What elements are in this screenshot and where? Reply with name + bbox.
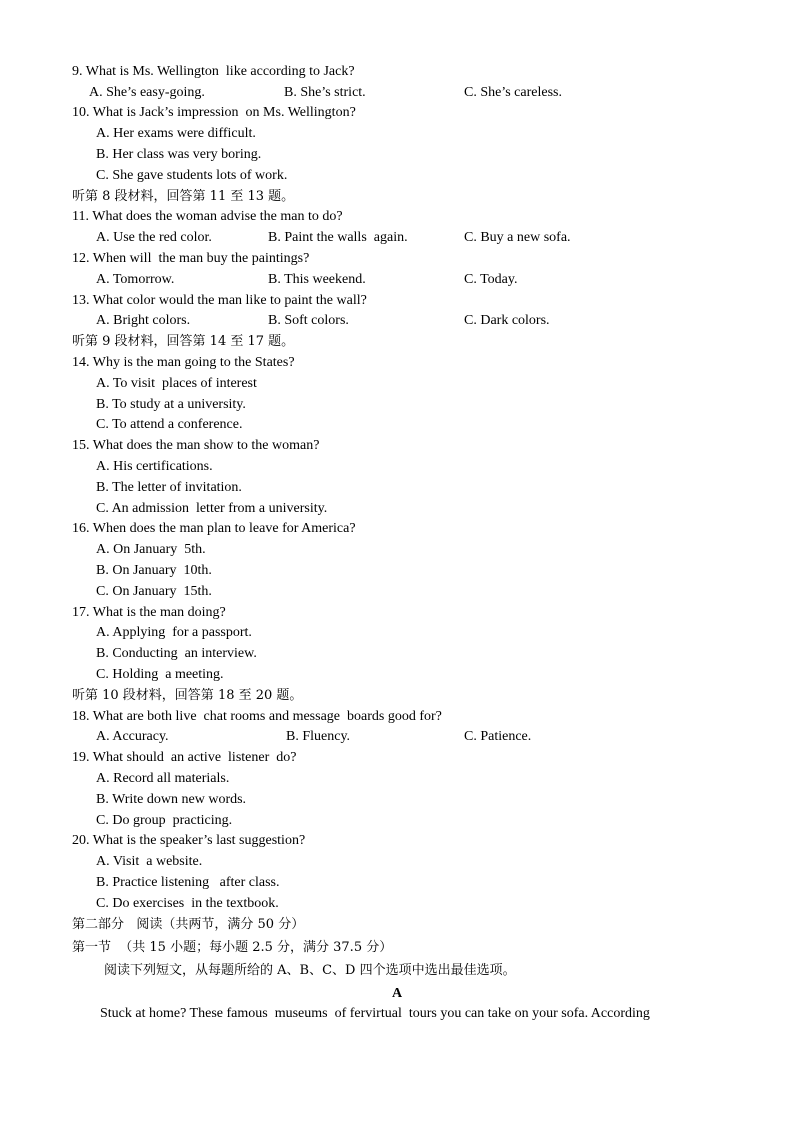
section-heading-10: 听第 10 段材料，回答第 18 至 20 题。 — [72, 688, 303, 703]
question-10-option-a: A. Her exams were difficult. — [96, 126, 256, 141]
passage-first-line: Stuck at home? These famous museums of fervirtual tours you can take on your sofa. According — [100, 1006, 650, 1021]
question-18-stem: 18. What are both live chat rooms and message boards good for? — [72, 709, 442, 724]
question-16-option-b: B. On January 10th. — [96, 563, 212, 578]
question-9-option-c: C. She’s careless. — [464, 85, 562, 100]
question-13-option-a: A. Bright colors. — [96, 313, 191, 328]
question-14-option-c: C. To attend a conference. — [96, 417, 243, 432]
part-2-heading: 第二部分 阅读（共两节，满分 50 分） — [72, 917, 305, 932]
question-15-option-b: B. The letter of invitation. — [96, 480, 242, 495]
question-12-option-b: B. This weekend. — [268, 272, 366, 287]
question-18-option-b: B. Fluency. — [286, 729, 351, 744]
question-14-stem: 14. Why is the man going to the States? — [72, 355, 295, 370]
question-19-stem: 19. What should an active listener do? — [72, 750, 297, 765]
question-19-option-a: A. Record all materials. — [96, 771, 230, 786]
question-10-stem: 10. What is Jack’s impression on Ms. Wellington? — [72, 105, 356, 120]
question-20-option-c: C. Do exercises in the textbook. — [96, 896, 279, 911]
question-19-option-c: C. Do group practicing. — [96, 813, 233, 828]
question-19-option-b: B. Write down new words. — [96, 792, 247, 807]
question-13-stem: 13. What color would the man like to paint the wall? — [72, 293, 367, 308]
question-15-stem: 15. What does the man show to the woman? — [72, 438, 320, 453]
question-20-stem: 20. What is the speaker’s last suggestion? — [72, 833, 306, 848]
question-18-option-a: A. Accuracy. — [96, 729, 169, 744]
reading-instruction: 阅读下列短文，从每题所给的 A、B、C、D 四个选项中选出最佳选项。 — [104, 963, 516, 978]
question-9-stem: 9. What is Ms. Wellington like according to Jack? — [72, 64, 355, 79]
question-11-stem: 11. What does the woman advise the man to do? — [72, 209, 343, 224]
question-20-option-b: B. Practice listening after class. — [96, 875, 280, 890]
question-20-option-a: A. Visit a website. — [96, 854, 203, 869]
part-2-section-1-heading: 第一节 （共 15 小题；每小题 2.5 分，满分 37.5 分） — [72, 940, 393, 955]
question-18-option-c: C. Patience. — [464, 729, 532, 744]
question-11-option-c: C. Buy a new sofa. — [464, 230, 571, 245]
question-17-option-a: A. Applying for a passport. — [96, 625, 252, 640]
section-heading-8: 听第 8 段材料，回答第 11 至 13 题。 — [72, 189, 295, 204]
question-13-option-b: B. Soft colors. — [268, 313, 349, 328]
question-17-option-b: B. Conducting an interview. — [96, 646, 257, 661]
question-17-stem: 17. What is the man doing? — [72, 605, 226, 620]
question-10-option-b: B. Her class was very boring. — [96, 147, 262, 162]
question-15-option-a: A. His certifications. — [96, 459, 213, 474]
question-16-stem: 16. When does the man plan to leave for America? — [72, 521, 356, 536]
question-15-option-c: C. An admission letter from a university. — [96, 501, 328, 516]
question-9-option-a: A. She’s easy-going. — [89, 85, 205, 100]
passage-label: A — [391, 986, 403, 1001]
question-16-option-c: C. On January 15th. — [96, 584, 212, 599]
question-11-option-b: B. Paint the walls again. — [268, 230, 408, 245]
question-12-stem: 12. When will the man buy the paintings? — [72, 251, 310, 266]
section-heading-9: 听第 9 段材料，回答第 14 至 17 题。 — [72, 334, 295, 349]
question-16-option-a: A. On January 5th. — [96, 542, 206, 557]
question-9-option-b: B. She’s strict. — [284, 85, 366, 100]
question-10-option-c: C. She gave students lots of work. — [96, 168, 288, 183]
question-14-option-a: A. To visit places of interest — [96, 376, 257, 391]
question-13-option-c: C. Dark colors. — [464, 313, 550, 328]
question-17-option-c: C. Holding a meeting. — [96, 667, 224, 682]
question-12-option-c: C. Today. — [464, 272, 518, 287]
question-14-option-b: B. To study at a university. — [96, 397, 246, 412]
question-11-option-a: A. Use the red color. — [96, 230, 212, 245]
question-12-option-a: A. Tomorrow. — [96, 272, 175, 287]
